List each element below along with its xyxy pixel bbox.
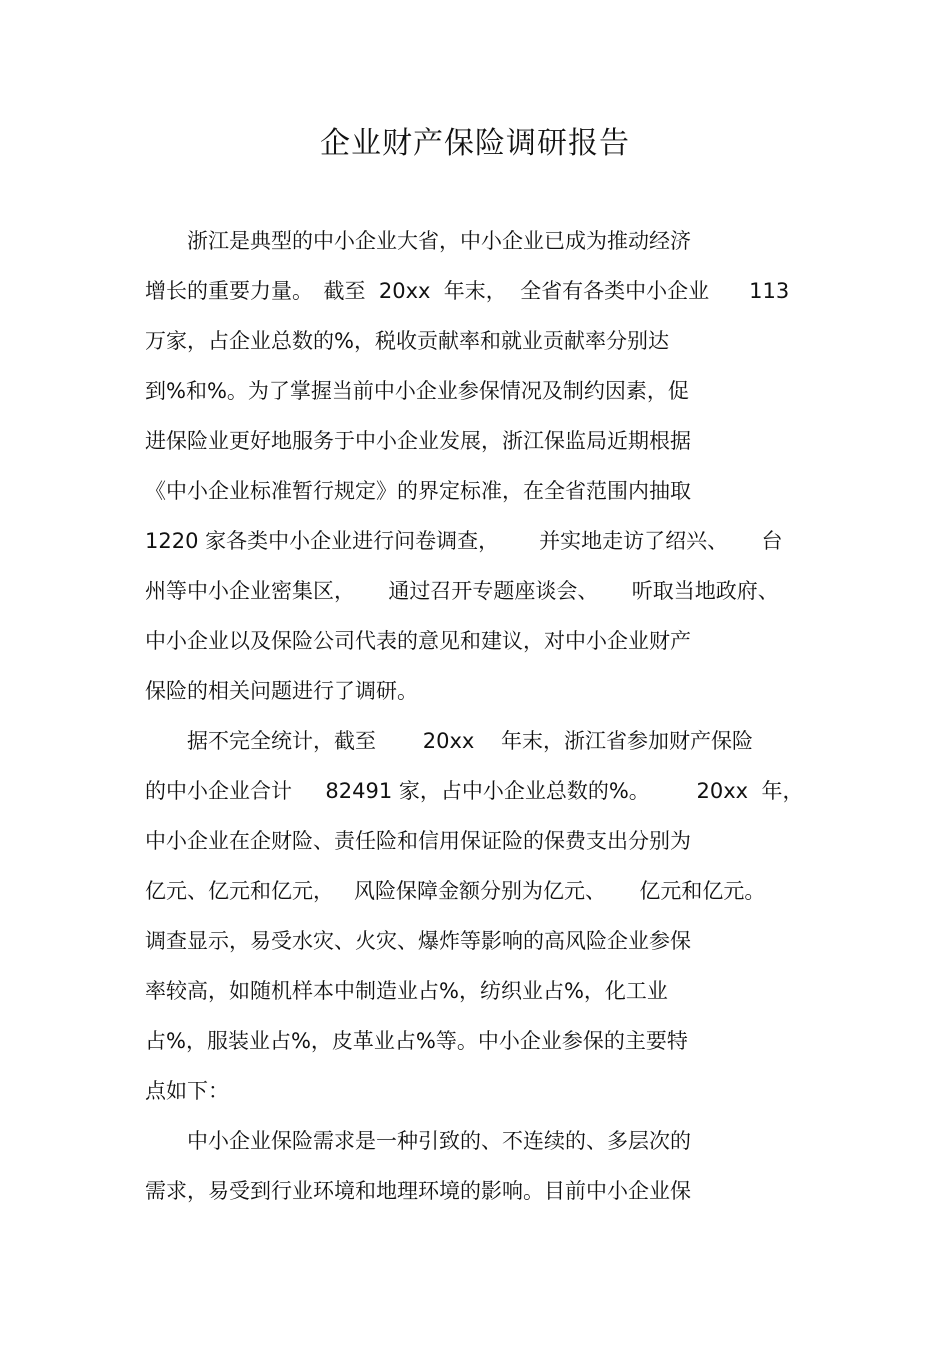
text-line: 到%和%。为了掌握当前中小企业参保情况及制约因素，促 xyxy=(145,379,689,403)
text-line: 《中小企业标准暂行规定》的界定标准，在全省范围内抽取 xyxy=(145,479,691,503)
text-line: 1220 家各类中小企业进行问卷调查， 并实地走访了绍兴、 台 xyxy=(145,529,783,553)
text-line: 中小企业在企财险、责任险和信用保证险的保费支出分别为 xyxy=(145,829,691,853)
text-line: 增长的重要力量。 截至 20xx 年末， 全省有各类中小企业 113 xyxy=(145,279,790,303)
text-line: 的中小企业合计 82491 家，占中小企业总数的%。 20xx 年， xyxy=(145,779,804,803)
text-line: 需求，易受到行业环境和地理环境的影响。目前中小企业保 xyxy=(145,1179,691,1203)
text-line: 亿元、亿元和亿元， 风险保障金额分别为亿元、 亿元和亿元。 xyxy=(145,879,766,903)
text-line: 点如下： xyxy=(145,1079,229,1103)
document-title: 企业财产保险调研报告 xyxy=(320,126,630,161)
text-line: 据不完全统计，截至 20xx 年末，浙江省参加财产保险 xyxy=(145,729,754,753)
text-line: 占%，服装业占%，皮革业占%等。中小企业参保的主要特 xyxy=(145,1029,688,1053)
text-line: 调查显示，易受水灾、火灾、爆炸等影响的高风险企业参保 xyxy=(145,929,691,953)
text-line: 进保险业更好地服务于中小企业发展，浙江保监局近期根据 xyxy=(145,429,691,453)
text-line: 州等中小企业密集区， 通过召开专题座谈会、 听取当地政府、 xyxy=(145,579,779,603)
text-line: 保险的相关问题进行了调研。 xyxy=(145,679,418,703)
text-line: 中小企业保险需求是一种引致的、不连续的、多层次的 xyxy=(145,1129,691,1153)
text-line: 中小企业以及保险公司代表的意见和建议，对中小企业财产 xyxy=(145,629,691,653)
text-line: 浙江是典型的中小企业大省，中小企业已成为推动经济 xyxy=(145,229,691,253)
text-line: 万家，占企业总数的%，税收贡献率和就业贡献率分别达 xyxy=(145,329,669,353)
text-line: 率较高，如随机样本中制造业占%，纺织业占%，化工业 xyxy=(145,979,668,1003)
